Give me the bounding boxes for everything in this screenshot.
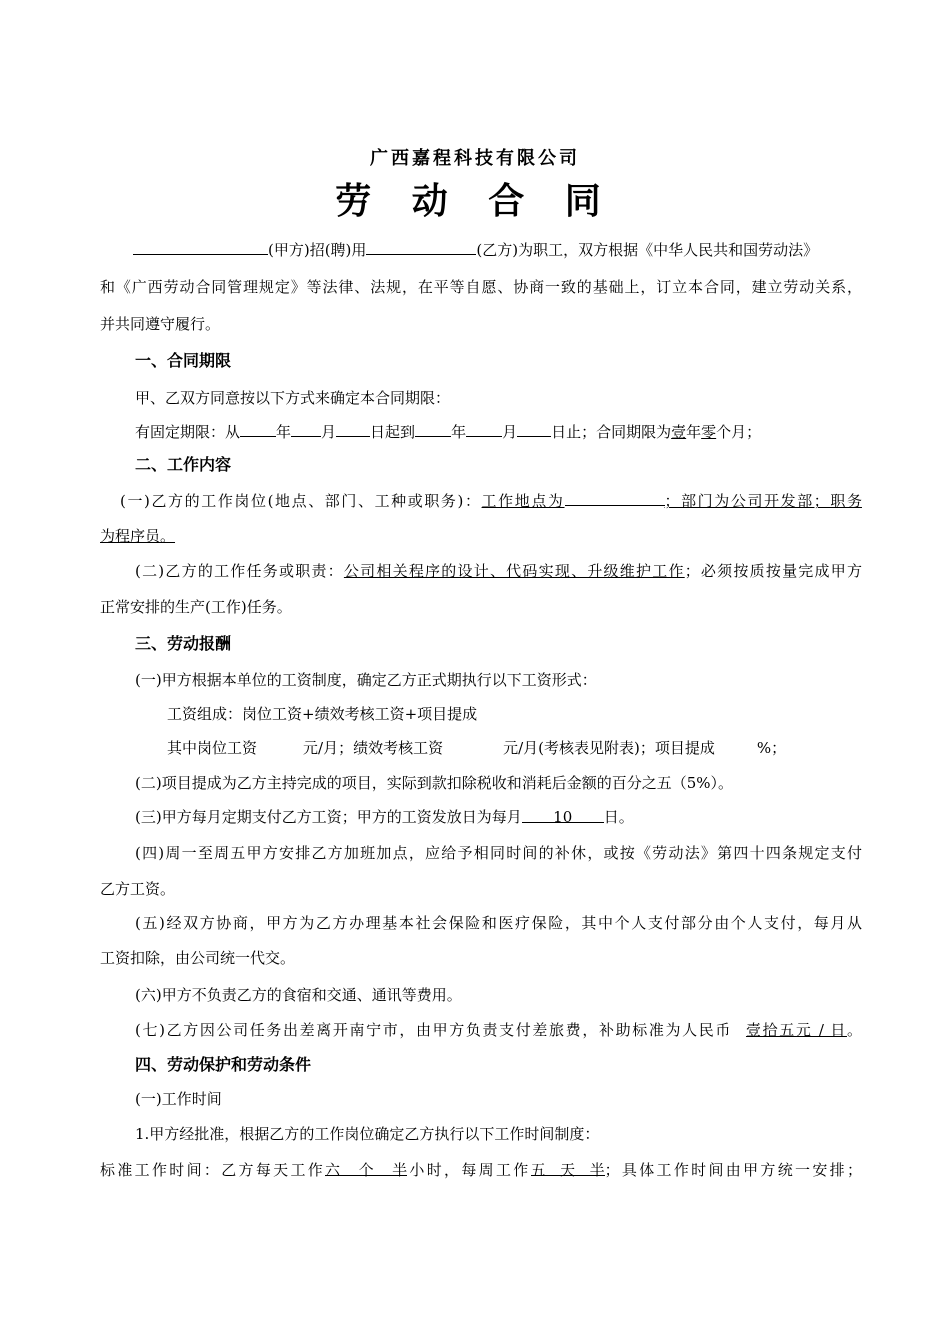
weekly-days[interactable]: 五天半	[530, 1161, 605, 1179]
job-position-line	[100, 489, 862, 511]
text: 日止；合同期限为	[551, 423, 672, 441]
term-years: 壹	[671, 423, 687, 441]
paragraph: 乙方工资。	[100, 880, 176, 898]
intro-line-3: 并共同遵守履行。	[100, 315, 221, 333]
paragraph: (四)周一至周五甲方安排乙方加班加点，应给予相同时间的补休，或按《劳动法》第四十四条规定支付	[135, 844, 862, 862]
text: 年	[451, 423, 467, 441]
employee-blank[interactable]	[366, 238, 476, 255]
text: ；必须按质按量完成甲方	[684, 562, 862, 580]
term-line	[135, 420, 761, 443]
text: 日起到	[370, 423, 416, 441]
duties-line	[100, 560, 862, 582]
text: ；具体工作时间由甲方统一安排；	[604, 1161, 862, 1179]
text: 元/月(考核表见附表)；项目提成	[503, 739, 715, 757]
text: 年	[276, 423, 292, 441]
text: 个月；	[716, 423, 762, 441]
end-month-blank[interactable]	[466, 420, 502, 437]
paragraph: (一)工作时间	[135, 1090, 222, 1108]
company-name: 广西嘉程科技有限公司	[370, 148, 580, 169]
text: 有固定期限：从	[135, 423, 241, 441]
paragraph: 正常安排的生产(工作)任务。	[100, 598, 292, 616]
department: ；部门为公司开发部；职务	[664, 492, 862, 510]
paragraph: 甲、乙双方同意按以下方式来确定本合同期限：	[135, 389, 451, 407]
text: %；	[756, 739, 787, 757]
location-blank[interactable]	[565, 489, 665, 506]
paragraph: (五)经双方协商，甲方为乙方办理基本社会保险和医疗保险，其中个人支付部分由个人支付，每月从	[135, 914, 862, 932]
start-day-blank[interactable]	[336, 420, 370, 437]
paragraph: (一)甲方根据本单位的工资制度，确定乙方正式期执行以下工资形式：	[135, 671, 597, 689]
duties: 公司相关程序的设计、代码实现、升级维护工作	[343, 562, 685, 580]
text: 其中岗位工资	[167, 739, 258, 757]
travel-allowance: 壹拾五元 / 日	[745, 1021, 847, 1039]
start-month-blank[interactable]	[291, 420, 321, 437]
text: (一)乙方的工作岗位(地点、部门、工种或职务)：	[120, 492, 482, 510]
text: (二)乙方的工作任务或职责：	[135, 562, 344, 580]
paragraph: 1.甲方经批准，根据乙方的工作岗位确定乙方执行以下工作时间制度：	[135, 1125, 600, 1143]
allowance-line	[100, 1019, 862, 1041]
text: 月	[321, 423, 337, 441]
text: 。	[846, 1021, 862, 1039]
intro-text: (乙方)为职工，双方根据《中华人民共和国劳动法》	[476, 241, 819, 259]
job-title: 为程序员。	[100, 527, 176, 545]
employer-blank[interactable]	[133, 238, 268, 255]
text: 日。	[603, 808, 634, 826]
intro-line-1	[133, 238, 818, 261]
paragraph: 工资组成：岗位工资+绩效考核工资+项目提成	[167, 705, 478, 723]
text: 标准工作时间：乙方每天工作	[100, 1161, 326, 1179]
section-heading: 二、工作内容	[135, 455, 232, 474]
paragraph: 工资扣除，由公司统一代交。	[100, 949, 296, 967]
pay-day-line	[135, 806, 634, 828]
end-year-blank[interactable]	[415, 420, 451, 437]
term-months: 零	[701, 423, 717, 441]
paragraph: (六)甲方不负责乙方的食宿和交通、通讯等费用。	[135, 986, 462, 1004]
text: 小时，每周工作	[407, 1161, 531, 1179]
pay-day[interactable]: 10	[522, 806, 604, 823]
section-heading: 三、劳动报酬	[135, 634, 232, 653]
text: 元/月；绩效考核工资	[303, 739, 444, 757]
paragraph: (二)项目提成为乙方主持完成的项目，实际到款扣除税收和消耗后金额的百分之五（5%）。	[135, 774, 734, 792]
work-location: 工作地点为	[481, 492, 565, 510]
end-day-blank[interactable]	[517, 420, 551, 437]
document-title: 劳 动 合 同	[335, 181, 615, 222]
text: (七)乙方因公司任务出差离开南宁市，由甲方负责支付差旅费，补助标准为人民币	[135, 1021, 732, 1039]
intro-text: (甲方)招(聘)用	[268, 241, 367, 259]
text: (三)甲方每月定期支付乙方工资；甲方的工资发放日为每月	[135, 808, 522, 826]
daily-hours[interactable]: 六个半	[325, 1161, 408, 1179]
working-hours-line	[100, 1159, 862, 1181]
section-heading: 四、劳动保护和劳动条件	[135, 1055, 312, 1074]
text: 月	[502, 423, 518, 441]
text: 年	[686, 423, 702, 441]
intro-line-2: 和《广西劳动合同管理规定》等法律、法规，在平等自愿、协商一致的基础上，订立本合同，建立劳动关系，	[100, 278, 862, 296]
section-heading: 一、合同期限	[135, 351, 232, 370]
salary-line	[167, 737, 786, 759]
start-year-blank[interactable]	[240, 420, 276, 437]
